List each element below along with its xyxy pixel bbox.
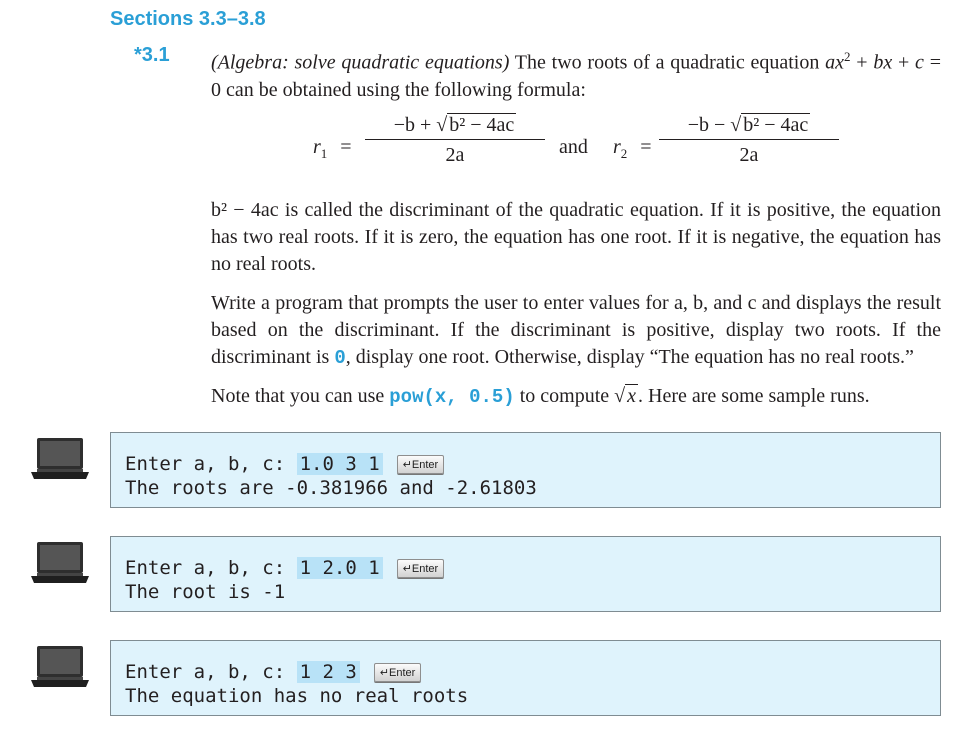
sample-run-1	[110, 432, 941, 508]
enter-key-icon: ↵Enter	[397, 559, 445, 578]
formula-and: and	[559, 136, 588, 158]
laptop-icon	[28, 540, 92, 586]
quadratic-formula: $r_1$ = $\frac{\text{−b + √ b² − 4ac}}{2a}$ and $r_2$ = $\frac{\text{−b − √ b² − 4ac}}{2a}$	[313, 114, 873, 182]
enter-key-icon: ↵Enter	[374, 663, 422, 682]
run-output-line: The root is -1	[125, 581, 286, 603]
exercise-number: *3.1	[134, 44, 170, 66]
pow-code: pow(x, 0.5)	[389, 386, 515, 408]
discriminant-paragraph: b² − 4ac is called the discriminant of the quadratic equation. If it is positive, the equation has two real roots. If it is zero, the equation has one root. If it is negative, the equation has no real roots.	[211, 199, 941, 275]
r2-fraction: $\frac{\text{−b − √ b² − 4ac}}{2a}$	[659, 114, 839, 167]
zero-value: 0	[334, 347, 346, 369]
run-output-line: The equation has no real roots	[125, 685, 469, 707]
task-paragraph: Write a program that prompts the user to enter values for a, b, and c and displays the result based on the discriminant. If the discriminant is positive, display two roots. If the discriminant is 0, display one root. Otherwise, display “The equation has no real roots.”	[211, 292, 941, 369]
user-input: 1.0 3 1	[297, 453, 383, 475]
laptop-icon	[28, 644, 92, 690]
exercise-topic: (Algebra: solve quadratic equations)	[211, 51, 510, 74]
laptop-icon	[28, 436, 92, 482]
r1-fraction: $\frac{\text{−b + √ b² − 4ac}}{2a}$	[365, 114, 545, 167]
user-input: 1 2.0 1	[297, 557, 383, 579]
enter-key-icon: ↵Enter	[397, 455, 445, 474]
run-output-line: The roots are -0.381966 and -2.61803	[125, 477, 537, 499]
user-input: 1 2 3	[297, 661, 360, 683]
run-prompt-line: Enter a, b, c: 1 2 3 ↵Enter	[125, 661, 421, 683]
run-prompt-line: Enter a, b, c: 1 2.0 1 ↵Enter	[125, 557, 444, 579]
note-paragraph: Note that you can use pow(x, 0.5) to compute √ x . Here are some sample runs.	[211, 385, 870, 408]
sample-run-3	[110, 640, 941, 716]
sample-run-2	[110, 536, 941, 612]
section-title: Sections 3.3–3.8	[110, 8, 266, 30]
exercise-intro: (Algebra: solve quadratic equations) The two roots of a quadratic equation $ax^2$ + bx + c = 0 can be obtained using the following formula:	[211, 49, 941, 101]
run-prompt-line: Enter a, b, c: 1.0 3 1 ↵Enter	[125, 453, 444, 475]
